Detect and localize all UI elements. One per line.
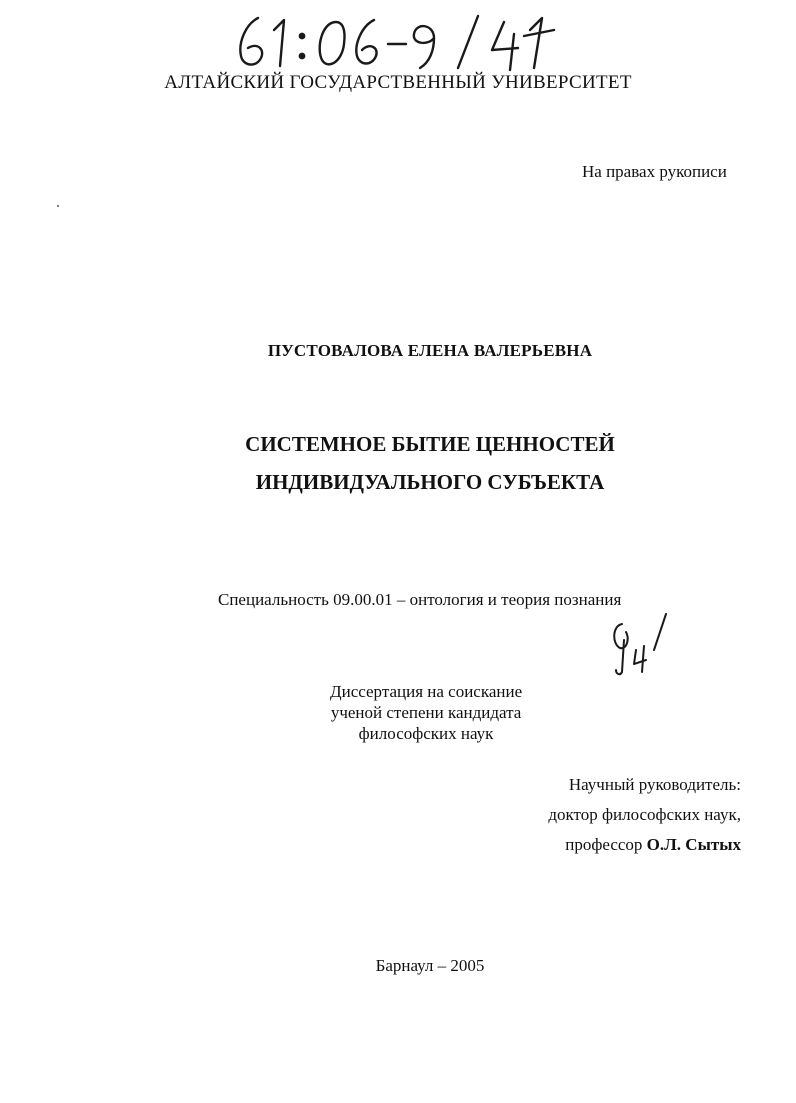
title-line-1: СИСТЕМНОЕ БЫТИЕ ЦЕННОСТЕЙ [245,432,615,456]
dissertation-line-1: Диссертация на соискание [330,682,523,701]
dissertation-description [330,681,522,744]
dissertation-line-2: ученой степени кандидата [330,703,522,722]
manuscript-note: На правах рукописи [582,162,727,181]
scan-speck [57,205,59,207]
supervisor-title: профессор [565,835,643,854]
author-name: ПУСТОВАЛОВА ЕЛЕНА ВАЛЕРЬЕВНА [267,341,593,360]
supervisor-degree: доктор философских наук, [548,805,741,824]
university-name: АЛТАЙСКИЙ ГОСУДАРСТВЕННЫЙ УНИВЕРСИТЕТ [164,72,632,93]
dissertation-line-3: философских наук [358,724,494,743]
title-line-2: ИНДИВИДУАЛЬНОГО СУБЪЕКТА [255,470,605,494]
handwritten-catalog-number [228,8,568,74]
specialty-line: Специальность 09.00.01 – онтология и теория познания [218,590,622,609]
supervisor-name: О.Л. Сытых [646,835,741,854]
dissertation-title [0,425,796,501]
supervisor-block [532,770,741,860]
supervisor-name-line [532,830,741,860]
city-year: Барнаул – 2005 [375,956,485,975]
supervisor-label: Научный руководитель: [568,775,741,794]
handwritten-signature [608,610,674,682]
